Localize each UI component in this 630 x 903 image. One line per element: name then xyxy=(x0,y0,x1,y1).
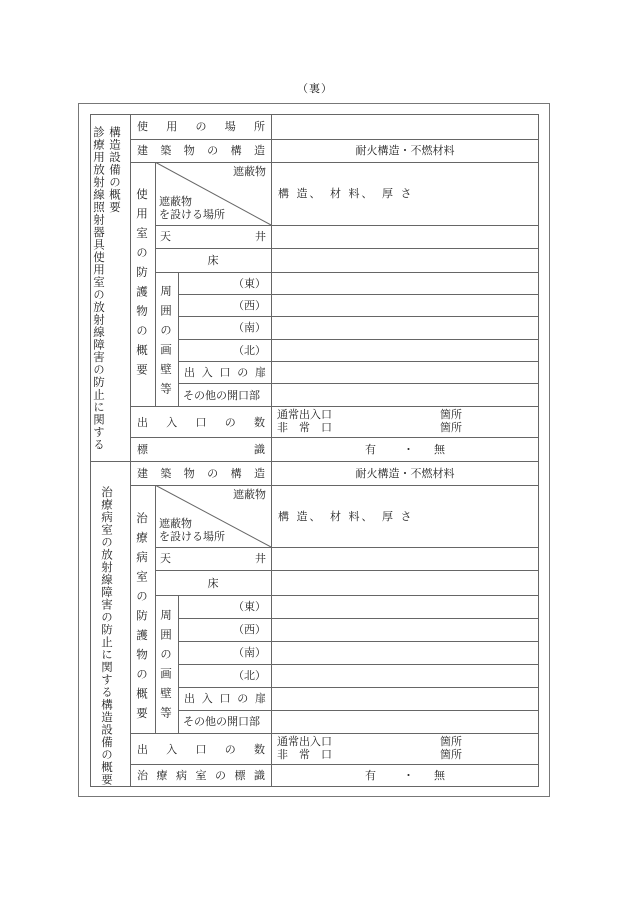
sign-no-option[interactable]: 無 xyxy=(434,443,445,456)
location-header-line1-2: 遮蔽物 xyxy=(159,517,192,530)
wall-north-field-2[interactable] xyxy=(272,665,538,687)
wall-east-field-2[interactable] xyxy=(272,596,538,618)
entrance-count-label xyxy=(137,416,265,429)
wall-south-label-2: （南） xyxy=(233,646,266,659)
sign-label-left: 標 xyxy=(137,443,148,456)
label-char: 築 xyxy=(160,467,172,480)
label-char: 非 xyxy=(277,748,288,761)
label-char: 室 xyxy=(195,769,207,782)
emergency-exit-count-field[interactable] xyxy=(340,421,435,434)
label-char: 建 xyxy=(137,144,148,157)
sign-separator: ・ xyxy=(403,443,414,456)
location-header-line2: を設ける場所 xyxy=(159,208,225,221)
normal-entrance-unit: 箇所 xyxy=(440,408,462,421)
wall-east-field[interactable] xyxy=(272,273,538,294)
normal-entrance-count-field[interactable] xyxy=(340,408,435,421)
label-char: 療 xyxy=(156,769,168,782)
door-field-2[interactable] xyxy=(272,688,538,710)
normal-entrance-count-field-2[interactable] xyxy=(340,735,435,748)
building-structure-value-2[interactable]: 耐火構造・不燃材料 xyxy=(355,467,455,480)
label-char: の xyxy=(224,743,236,756)
label-char: の xyxy=(237,366,249,379)
ceiling-field-2[interactable] xyxy=(272,548,538,570)
sign-label-right: 識 xyxy=(254,443,265,456)
section1-inner-label: 構造設備の概要 xyxy=(108,126,122,214)
label-char: の xyxy=(207,467,219,480)
label-char: 構 xyxy=(230,467,242,480)
label-char: 治 xyxy=(137,769,148,782)
label-char: 口 xyxy=(195,416,207,429)
label-char: 標 xyxy=(234,769,246,782)
label-char: 口 xyxy=(219,692,231,705)
label-char: 口 xyxy=(195,743,207,756)
label-char: 口 xyxy=(321,748,332,761)
label-char: 常 xyxy=(299,421,310,434)
section2-outer-label: 治療病室の放射線障害の防止に関する構造設備の概要 xyxy=(100,486,114,786)
protective-label-2: 治療病室の防護物の概要 xyxy=(135,512,149,727)
floor-label-2: 床 xyxy=(207,577,219,590)
door-field[interactable] xyxy=(272,362,538,383)
building-structure-label-2 xyxy=(137,467,265,480)
row-line xyxy=(130,406,539,407)
emergency-exit-count-field-2[interactable] xyxy=(340,748,435,761)
page-title: （裏） xyxy=(297,82,333,95)
wall-west-field-2[interactable] xyxy=(272,619,538,641)
door-label xyxy=(184,366,266,379)
location-header-line1: 遮蔽物 xyxy=(159,195,192,208)
wall-north-label: （北） xyxy=(233,344,266,357)
label-char: の xyxy=(195,120,207,133)
structure-material-thickness-2: 構 造、 材 料、 厚 さ xyxy=(278,510,414,523)
label-char: 物 xyxy=(183,144,195,157)
other-openings-field-2[interactable] xyxy=(272,711,538,733)
label-char: 用 xyxy=(166,120,178,133)
ceiling-label-left: 天 xyxy=(160,230,171,243)
wall-east-label: （東） xyxy=(233,277,266,290)
shield-header-2: 遮蔽物 xyxy=(233,488,266,501)
wall-south-field[interactable] xyxy=(272,317,538,339)
wall-west-field[interactable] xyxy=(272,295,538,316)
sign-no-option-2[interactable]: 無 xyxy=(434,769,445,782)
row-line xyxy=(130,437,539,438)
entrance-count-label-2 xyxy=(137,743,265,756)
emergency-exit-unit: 箇所 xyxy=(440,421,462,434)
label-char: 入 xyxy=(201,366,213,379)
label-char: 構 xyxy=(230,144,242,157)
label-char: 常 xyxy=(299,748,310,761)
wall-west-label-2: （西） xyxy=(233,623,266,636)
label-char: 出 xyxy=(137,416,148,429)
treatment-room-sign-label xyxy=(137,769,265,782)
label-char: 扉 xyxy=(255,692,266,705)
label-char: 病 xyxy=(176,769,187,782)
label-char: 築 xyxy=(160,144,172,157)
building-structure-label xyxy=(137,144,265,157)
ceiling-label-right: 井 xyxy=(255,230,266,243)
label-char: 所 xyxy=(254,120,265,133)
label-char: 扉 xyxy=(255,366,266,379)
label-char: 物 xyxy=(183,467,195,480)
wall-north-label-2: （北） xyxy=(233,669,266,682)
sign-yes-option[interactable]: 有 xyxy=(365,443,376,456)
usage-location-field[interactable] xyxy=(272,115,538,139)
label-char: 識 xyxy=(254,769,265,782)
row-line xyxy=(130,764,539,765)
col-divider-section xyxy=(130,114,131,787)
structure-material-thickness: 構 造、 材 料、 厚 さ xyxy=(278,187,414,200)
floor-field[interactable] xyxy=(272,249,538,272)
wall-south-field-2[interactable] xyxy=(272,642,538,664)
ceiling-label-left-2: 天 xyxy=(160,552,171,565)
emergency-exit-label-2 xyxy=(277,748,332,761)
label-char: 入 xyxy=(201,692,213,705)
normal-entrance-label-2: 通常出入口 xyxy=(277,735,332,748)
wall-north-field[interactable] xyxy=(272,340,538,361)
label-char: 非 xyxy=(277,421,288,434)
section-divider xyxy=(90,461,539,462)
section1-outer-label: 診療用放射線照射器具使用室の放射線障害の防止に関する xyxy=(92,126,106,451)
label-char: の xyxy=(224,416,236,429)
emergency-exit-label xyxy=(277,421,332,434)
sign-separator-2: ・ xyxy=(403,769,414,782)
floor-label: 床 xyxy=(207,254,219,267)
shield-header: 遮蔽物 xyxy=(233,165,266,178)
floor-field-2[interactable] xyxy=(272,571,538,595)
ceiling-label-right-2: 井 xyxy=(255,552,266,565)
sign-yes-option-2[interactable]: 有 xyxy=(365,769,376,782)
col-line xyxy=(178,595,179,733)
label-char: の xyxy=(237,692,249,705)
label-char: 場 xyxy=(224,120,236,133)
emergency-exit-unit-2: 箇所 xyxy=(440,748,462,761)
normal-entrance-unit-2: 箇所 xyxy=(440,735,462,748)
building-structure-value[interactable]: 耐火構造・不燃材料 xyxy=(355,144,455,157)
label-char: 造 xyxy=(253,467,265,480)
wall-south-label: （南） xyxy=(233,321,266,334)
label-char: 口 xyxy=(219,366,231,379)
wall-west-label: （西） xyxy=(233,299,266,312)
label-char: の xyxy=(207,144,219,157)
label-char: 数 xyxy=(254,743,265,756)
label-char: 入 xyxy=(166,743,178,756)
door-label-2 xyxy=(184,692,266,705)
wall-group-label: 周囲の画壁等 xyxy=(159,285,173,402)
col-line xyxy=(178,272,179,406)
protective-label: 使用室の防護物の概要 xyxy=(135,188,149,383)
label-char: 口 xyxy=(321,421,332,434)
label-char: 使 xyxy=(137,120,148,133)
wall-group-label-2: 周囲の画壁等 xyxy=(159,609,173,726)
other-openings-label-2: その他の開口部 xyxy=(183,715,260,728)
label-char: 数 xyxy=(254,416,265,429)
other-openings-label: その他の開口部 xyxy=(183,389,260,402)
location-header-line2-2: を設ける場所 xyxy=(159,530,225,543)
row-line xyxy=(130,733,539,734)
label-char: 建 xyxy=(137,467,148,480)
label-char: 造 xyxy=(253,144,265,157)
normal-entrance-label: 通常出入口 xyxy=(277,408,332,421)
ceiling-field[interactable] xyxy=(272,226,538,248)
row-line xyxy=(130,139,539,140)
usage-location-label xyxy=(137,120,265,133)
label-char: 出 xyxy=(137,743,148,756)
label-char: 出 xyxy=(184,692,195,705)
label-char: 出 xyxy=(184,366,195,379)
wall-east-label-2: （東） xyxy=(233,600,266,613)
label-char: の xyxy=(215,769,226,782)
label-char: 入 xyxy=(166,416,178,429)
other-openings-field[interactable] xyxy=(272,384,538,406)
